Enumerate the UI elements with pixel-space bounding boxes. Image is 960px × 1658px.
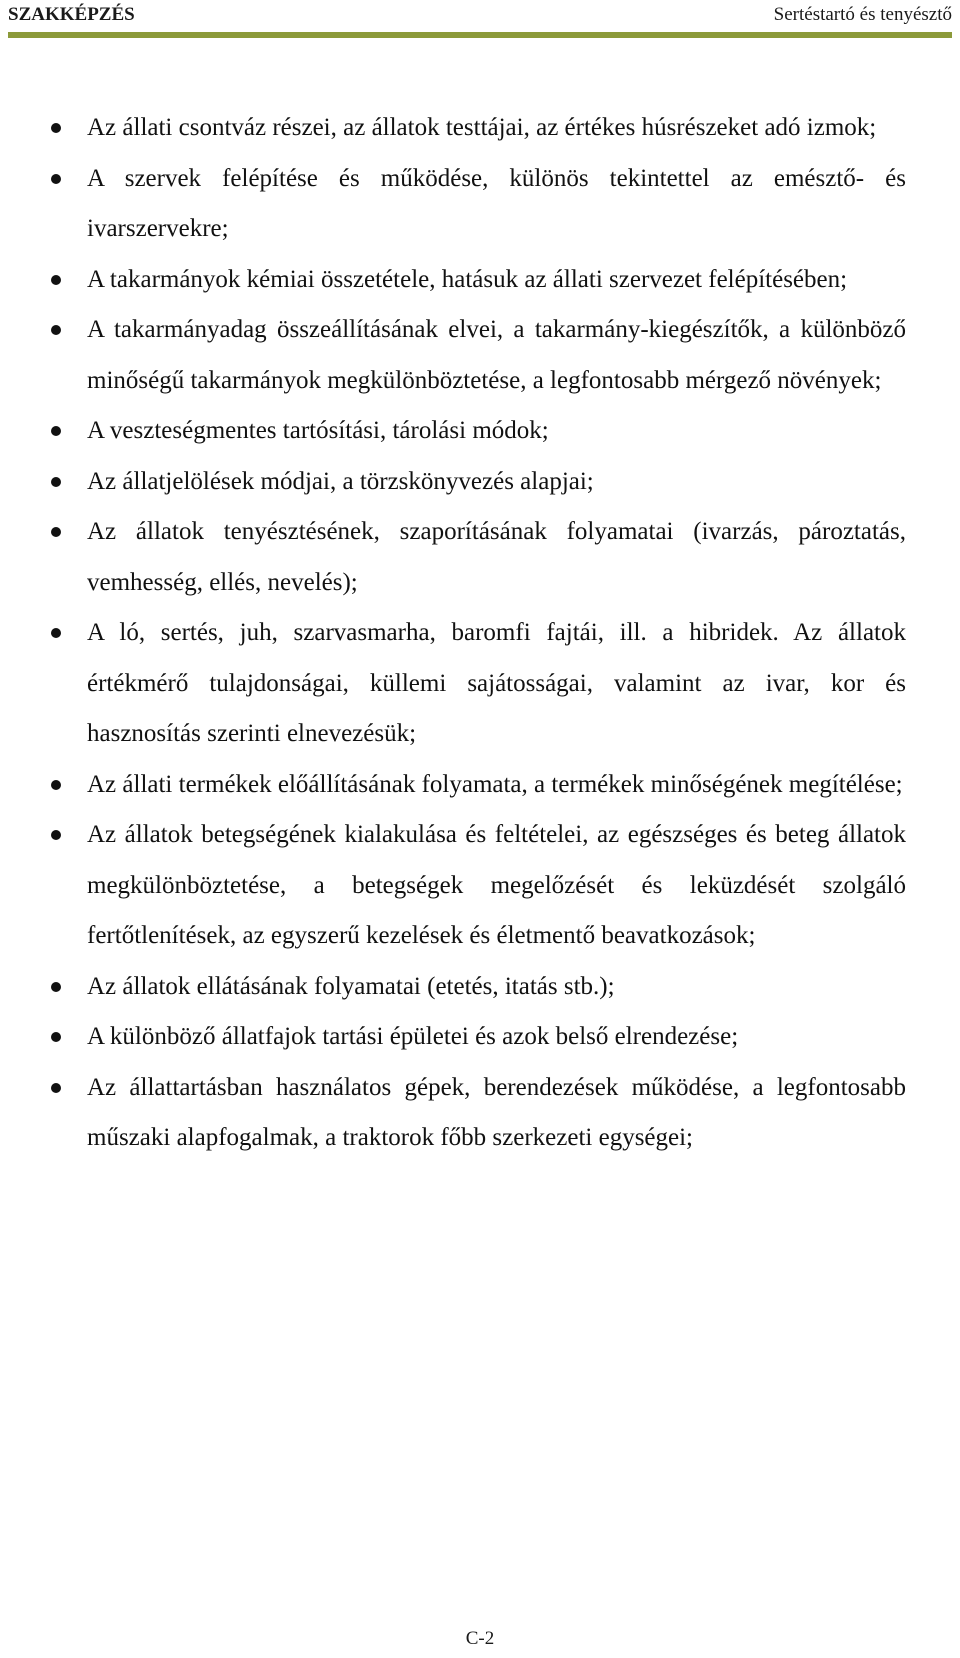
list-item-text: A különböző állatfajok tartási épületei és azok belső elrendezése; [87, 1023, 739, 1050]
list-item [40, 154, 906, 255]
list-item-text: A takarmányadag összeállításának elvei, a takarmány-kiegészítők, a különböző minőségű takarmányok megkülönböztetése, a legfontosabb mérgező növények; [87, 316, 906, 394]
list-item [40, 255, 906, 306]
list-item [40, 103, 906, 154]
bullet-icon [51, 325, 61, 335]
list-item-text: Az állatok ellátásának folyamatai (etetés, itatás stb.); [87, 972, 615, 1000]
list-item-text: A szervek felépítése és működése, különös tekintettel az emésztő- és ivarszervekre; [87, 164, 906, 242]
list-item [40, 760, 906, 811]
list-item-text: Az állati termékek előállításának folyamata, a termékek minőségének megítélése; [87, 770, 903, 798]
header-rule [8, 32, 952, 38]
page-number: C-2 [465, 1628, 495, 1649]
list-item [40, 1012, 906, 1063]
bullet-icon [51, 1032, 61, 1042]
list-item [40, 962, 906, 1013]
list-item-text: A takarmányok kémiai összetétele, hatásuk az állati szervezet felépítésében; [87, 265, 848, 293]
bullet-icon [51, 830, 61, 840]
list-item [40, 305, 906, 406]
bullet-icon [51, 527, 61, 537]
list-item-text: A veszteségmentes tartósítási, tárolási módok; [87, 417, 549, 444]
list-item [40, 810, 906, 962]
bullet-icon [51, 477, 61, 487]
bullet-icon [51, 123, 61, 133]
list-item [40, 406, 906, 457]
list-item-text: A ló, sertés, juh, szarvasmarha, baromfi fajtái, ill. a hibridek. Az állatok értékmérő tulajdonságai, küllemi sajátosságai, valamint az ivar, kor és hasznosítás szerinti elnevezésük; [87, 619, 906, 747]
page-header [8, 0, 952, 36]
page-footer [0, 1628, 960, 1650]
list-item [40, 1063, 906, 1164]
document-body [40, 103, 906, 1164]
header-left-title: SZAKKÉPZÉS [8, 4, 135, 25]
list-item [40, 457, 906, 508]
header-right-title: Sertéstartó és tenyésztő [773, 4, 952, 25]
bullet-icon [51, 628, 61, 638]
bullet-icon [51, 275, 61, 285]
bullet-icon [51, 982, 61, 992]
list-item [40, 507, 906, 608]
list-item-text: Az állattartásban használatos gépek, berendezések működése, a legfontosabb műszaki alapfogalmak, a traktorok főbb szerkezeti egységei; [87, 1073, 906, 1151]
list-item-text: Az állatjelölések módjai, a törzskönyvezés alapjai; [87, 467, 594, 495]
bullet-icon [51, 780, 61, 790]
bullet-icon [51, 426, 61, 436]
bullet-list [40, 103, 906, 1164]
list-item-text: Az állati csontváz részei, az állatok testtájai, az értékes húsrészeket adó izmok; [87, 114, 877, 141]
list-item-text: Az állatok betegségének kialakulása és feltételei, az egészséges és beteg állatok megkülönböztetése, a betegségek megelőzését és leküzdését szolgáló fertőtlenítések, az egyszerű kezelések és életmentő beavatkozások; [87, 821, 906, 949]
list-item [40, 608, 906, 760]
bullet-icon [51, 174, 61, 184]
bullet-icon [51, 1083, 61, 1093]
list-item-text: Az állatok tenyésztésének, szaporításának folyamatai (ivarzás, pároztatás, vemhesség, ellés, nevelés); [87, 518, 906, 596]
